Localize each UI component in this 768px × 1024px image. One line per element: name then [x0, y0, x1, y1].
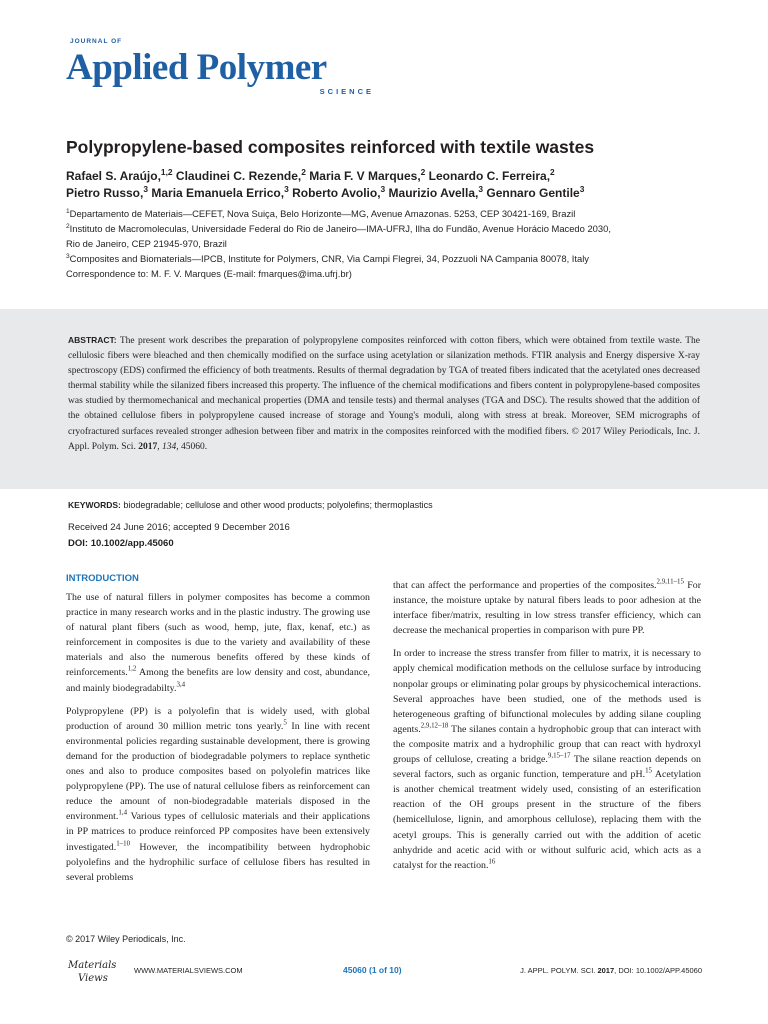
- paragraph-text: Among the benefits are low density and cost, abundance, and mainly biodegradabilty.: [66, 667, 370, 694]
- author-affil-mark: 2: [550, 167, 555, 177]
- citation[interactable]: 9,15–17: [547, 752, 571, 760]
- correspondence-text: Correspondence to: M. F. V. Marques (E-mail: fmarques@ima.ufrj.br): [66, 268, 352, 279]
- citation[interactable]: 5: [283, 719, 287, 727]
- author-line-1: [66, 168, 706, 185]
- footer-journal-doi: , DOI: 10.1002/APP.45060: [614, 966, 702, 975]
- paragraph-text: In line with recent environmental policies regarding sustainable development, there is growing demand for the production of biodegradable polymers to replace synthetic ones and also to produce composites based on polyolefin matrices like polypropylene (PP). The use of natural cellulose fibers as reinforcement can reduce the amount of non-biodegradable materials disposed in the environment.: [66, 720, 370, 823]
- paragraph-text: The silanes contain a hydrophobic group that can interact with the composite matrix and a hydrophilic group that can react with hydroxyl groups of cellulose, creating a bridge.: [393, 723, 701, 766]
- copyright: © 2017 Wiley Periodicals, Inc.: [66, 934, 186, 944]
- abstract-citation-end: , 45060.: [176, 441, 208, 452]
- journal-logo-name: Applied Polymer: [66, 47, 327, 88]
- journal-logo-top: JOURNAL OF: [70, 38, 123, 45]
- column-left: [66, 590, 370, 893]
- citation[interactable]: 16: [488, 858, 496, 866]
- author-affil-mark: 3: [143, 184, 149, 194]
- author-affil-mark: 3: [284, 184, 289, 194]
- author: Maria Emanuela Errico,: [148, 186, 285, 200]
- abstract: ABSTRACT: The present work describes the preparation of polypropylene composites reinforced with cotton fibers, which were obtained from textile waste. The cellulosic fibers were bleached and then chemically modified on the surface using acetylation or silanization methods. FTIR analysis and Energy dispersive X-ray spectroscopy (EDS) confirmed the efficiency of both treatments. Results of thermal degradation by TGA of treated fibers indicated that the acetylated ones decreased thermal stability while the silanized fibers increased this property. The influence of the chemical modifications and fibers content in polypropylene-based composites was studied by thermomechanical and mechanical properties (DMA and tensile tests) and thermal analyses (TGA and DSC). The results showed that the addition of the obtained cellulose fibers in polypropylene caused increase of storage and Young's moduli, along with stress at break. Moreover, SEM micrographs of cryofractured surfaces revealed stronger adhesion between fiber and matrix in the composites reinforced with the modified fibers. © 2017 Wiley Periodicals, Inc. J. Appl. Polym. Sci. 2017, 134, 45060.: [68, 335, 700, 452]
- paragraph: [66, 590, 370, 696]
- author-line-2: [66, 185, 706, 202]
- affil-mark: 2: [66, 222, 70, 230]
- abstract-text: The present work describes the preparation of polypropylene composites reinforced with cotton fibers, which were obtained from textile waste. The cellulosic fibers were bleached and then chemically modified on the surface using acetylation or silanization methods. FTIR analysis and Energy dispersive X-ray spectroscopy (EDS) confirmed the efficiency of both treatments. Results of thermal degradation by TGA of treated fibers indicated that the acetylated ones decreased thermal stability while the silanized fibers increased this property. The influence of the chemical modifications and fibers content in polypropylene-based composites was studied by thermomechanical and mechanical properties (DMA and tensile tests) and thermal analyses (TGA and DSC). The results showed that the addition of the obtained cellulose fibers in polypropylene caused increase of storage and Young's moduli, along with stress at break. Moreover, SEM micrographs of cryofractured surfaces revealed stronger adhesion between fiber and matrix in the composites reinforced with the modified fibers.: [68, 336, 700, 437]
- citation[interactable]: 2,9,12–18: [420, 722, 449, 730]
- author: Gennaro Gentile: [483, 186, 580, 200]
- paragraph-text: The use of natural fillers in polymer composites has become a common practice in many research works and in the plastic industry. The growing use of natural plant fibers (such as wood, hemp, jute, flax, kenaf, etc.) as reinforcement in composites is due to the variety and availability of these materials and also the numerous benefits offered by these kinds of reinforcements.: [66, 592, 370, 679]
- footer-journal-citation: [520, 966, 702, 975]
- keywords-text: biodegradable; cellulose and other wood products; polyolefins; thermoplastics: [120, 500, 433, 510]
- affil-text: Rio de Janeiro, CEP 21945-970, Brazil: [66, 238, 227, 249]
- abstract-citation: © 2017 Wiley Periodicals, Inc. J. Appl. Polym. Sci.: [68, 426, 700, 452]
- citation[interactable]: 1,2: [127, 666, 137, 674]
- paragraph-text: For instance, the moisture uptake by natural fibers leads to poor adhesion at the interface fiber/matrix, resulting in low stress transfer efficiency, which can decrease the mechanical properties in comparison with pure PP.: [393, 580, 702, 637]
- affil-mark: 1: [66, 207, 70, 215]
- abstract-citation-volume: 134: [161, 441, 177, 452]
- affiliation-line: [66, 236, 706, 251]
- citation[interactable]: 1,4: [118, 810, 128, 818]
- author-affil-mark: 2: [420, 167, 426, 177]
- abstract-label: ABSTRACT:: [68, 335, 117, 345]
- affiliation-line: [66, 221, 706, 236]
- affil-text: Composites and Biomaterials—IPCB, Institute for Polymers, CNR, Via Campi Flegrei, 34, Pozzuoli NA Campania 80078, Italy: [69, 253, 589, 264]
- author: Rafael S. Araújo,: [66, 169, 161, 183]
- journal-logo-subtitle: SCIENCE: [319, 87, 374, 96]
- affil-text: Departamento de Materiais—CEFET, Nova Suiça, Belo Horizonte—MG, Avenue Amazonas. 5253, CEP 30421-169, Brazil: [69, 208, 576, 219]
- footer-journal-name: J. APPL. POLYM. SCI.: [520, 966, 598, 975]
- author-list: [66, 168, 706, 202]
- keywords: [68, 500, 708, 510]
- affiliation-line: [66, 251, 706, 266]
- author-affil-mark: 1,2: [160, 167, 173, 177]
- affiliation-line: [66, 206, 706, 221]
- materials-views-logo: [66, 955, 117, 987]
- journal-logo: [66, 38, 386, 100]
- paragraph-text: Polypropylene (PP) is a polyolefin that is widely used, with global production of around 30 million metric tons yearly.: [66, 705, 370, 732]
- affiliations: [66, 206, 706, 281]
- author-affil-mark: 3: [380, 184, 386, 194]
- author-affil-mark: 2: [301, 167, 306, 177]
- author: Claudinei C. Rezende,: [172, 169, 302, 183]
- author: Roberto Avolio,: [288, 186, 381, 200]
- paragraph-text: Acetylation is another chemical treatment widely used, consisting of an esterification reaction of the OH groups present in the structure of the fibers (hemicellulose, lignin, and amorphous cellulose), replacing them with the acetyl groups. This is generally carried out with the addition of acetic anhydride and acetic acid with or without sulfuric acid, which acts as a catalyst for the reaction.: [393, 769, 701, 871]
- author-affil-mark: 3: [579, 184, 585, 194]
- affil-text: Instituto de Macromoleculas, Universidade Federal do Rio de Janeiro—IMA-UFRJ, Ilha do Fundão, Avenue Horácio Macedo 2030,: [69, 223, 611, 234]
- affil-mark: 3: [66, 252, 70, 260]
- author: Leonardo C. Ferreira,: [425, 169, 551, 183]
- column-right: [393, 578, 701, 881]
- keywords-label: KEYWORDS:: [68, 500, 121, 510]
- paragraph: [393, 578, 701, 638]
- page-number: 45060 (1 of 10): [343, 965, 402, 975]
- paragraph-text: However, the incompatibility between hydrophobic polyolefins and the hydrophilic surface of cellulose fibers has resulted in several problems: [66, 841, 370, 883]
- author: Pietro Russo,: [66, 186, 144, 200]
- paragraph-text: Various types of cellulosic materials and their applications in PP matrices to produce reinforced PP composites have been extensively investigated.: [66, 811, 370, 853]
- section-heading-introduction: INTRODUCTION: [66, 573, 139, 584]
- author-affil-mark: 3: [478, 184, 484, 194]
- abstract-citation-year: 2017: [138, 441, 158, 452]
- paragraph: [393, 646, 701, 872]
- logo-text-views: Views: [78, 973, 108, 984]
- author: Maria F. V Marques,: [305, 169, 421, 183]
- citation[interactable]: 2,9,11–15: [656, 578, 684, 586]
- paragraph-text: that can affect the performance and properties of the composites.: [393, 580, 657, 591]
- logo-text-materials: Materials: [68, 960, 117, 971]
- paragraph-text: The silane reaction depends on several factors, such as organic function, temperature and pH.: [393, 754, 701, 781]
- paragraph: [66, 704, 370, 885]
- article-title: Polypropylene-based composites reinforced with textile wastes: [66, 137, 595, 157]
- received-dates: Received 24 June 2016; accepted 9 December 2016: [68, 522, 290, 533]
- citation[interactable]: 3,4: [176, 681, 186, 689]
- paragraph-text: In order to increase the stress transfer from filler to matrix, it is necessary to apply chemical modification methods on the cellulose surface by introducing nonpolar groups or eliminating polar groups by physicochemical interactions. Several approaches have been studied, one of the methods used is heterogeneous grafting of bifunctional molecules by adding silane coupling agents.: [393, 648, 701, 735]
- doi[interactable]: DOI: 10.1002/app.45060: [68, 538, 174, 549]
- citation[interactable]: 15: [645, 767, 652, 775]
- footer-url-link[interactable]: WWW.MATERIALSVIEWS.COM: [134, 966, 243, 975]
- citation[interactable]: 1–10: [116, 840, 131, 848]
- author: Maurizio Avella,: [385, 186, 479, 200]
- correspondence-line: [66, 266, 706, 281]
- footer-journal-year: 2017: [597, 966, 615, 975]
